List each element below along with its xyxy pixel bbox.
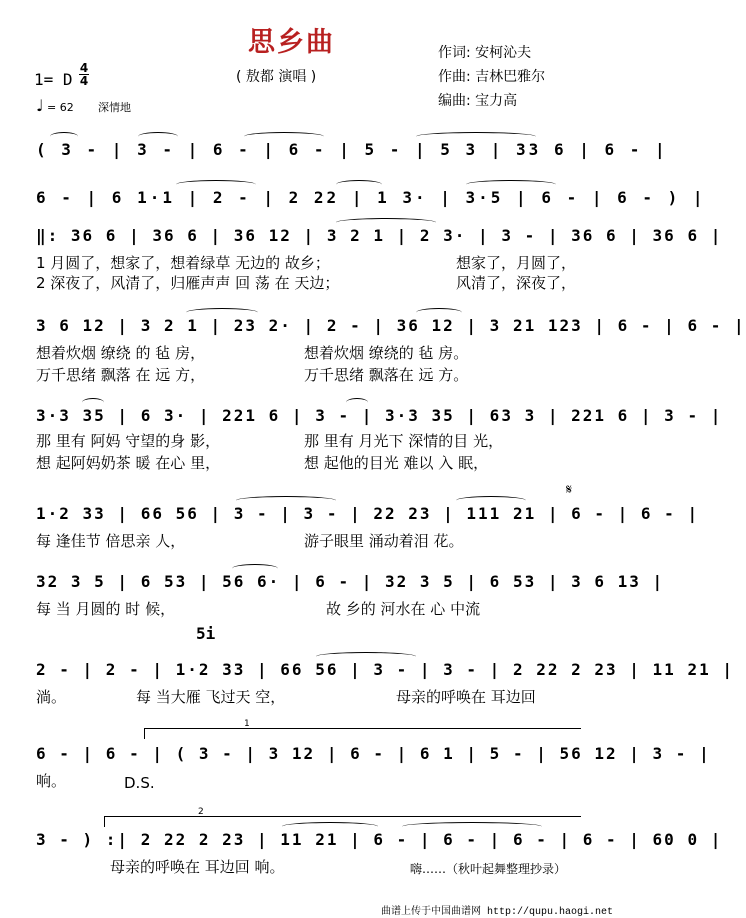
staff-row-9 bbox=[36, 744, 711, 768]
staff-row-5 bbox=[36, 406, 723, 430]
performer-line: ( 敖都 演唱 ) bbox=[236, 69, 317, 85]
segno-icon: 𝄋 bbox=[566, 482, 573, 498]
lyric-row-3a: 1 月圆了，想家了，想着绿草 无边的 故乡； bbox=[36, 254, 330, 272]
volta-1-label: 1 bbox=[244, 719, 250, 729]
quarter-note-icon: ♩ bbox=[36, 96, 44, 115]
time-bottom: 4 bbox=[79, 74, 89, 88]
lyric-row-6b: 游子眼里 涌动着泪 花。 bbox=[304, 532, 464, 550]
lyric-row-8c: 母亲的呼唤在 耳边回 bbox=[396, 688, 536, 706]
lyric-row-7b: 故 乡的 河水在 心 中流 bbox=[326, 600, 481, 618]
lyric-row-5b: 那 里有 月光下 深情的目 光， bbox=[304, 432, 504, 450]
lyric-row-4b: 想着炊烟 缭绕的 毡 房。 bbox=[304, 344, 469, 362]
notes: 3·3 35 | 6 3· | 221 6 | 3 - | 3·3 35 | 63 3 | 221 6 | 3 - | bbox=[36, 406, 723, 425]
ds-marking: D.S. bbox=[124, 774, 155, 792]
notes: 6 - | 6 - | ( 3 - | 3 12 | 6 - | 6 1 | 5 - | 56 12 | 3 - | bbox=[36, 744, 711, 763]
volta-1-bracket bbox=[144, 728, 581, 739]
notes: 3 - ) :| 2 22 2 23 | 11 21 | 6 - | 6 - | 6 - | 6 - | 60 0 | bbox=[36, 830, 723, 849]
notes: ( 3 - | 3 - | 6 - | 6 - | 5 - | 5 3 | 33 6 | 6 - | bbox=[36, 140, 668, 159]
notes: ‖: 36 6 | 36 6 | 36 12 | 3 2 1 | 2 3· | 3 - | 36 6 | 36 6 | bbox=[36, 226, 723, 245]
staff-row-3 bbox=[36, 226, 723, 250]
arranger-credit: 编曲: 宝力高 bbox=[438, 93, 518, 109]
lyric-row-5d: 想 起他的目光 难以 入 眠， bbox=[304, 454, 489, 472]
composer-credit: 作曲: 吉林巴雅尔 bbox=[438, 69, 546, 85]
tempo-marking bbox=[36, 96, 74, 115]
lyric-row-10a: 母亲的呼唤在 耳边回 响。 bbox=[110, 858, 285, 876]
lyric-row-8a: 淌。 bbox=[36, 688, 67, 706]
expression-marking: 深情地 bbox=[98, 101, 131, 114]
time-top: 4 bbox=[79, 61, 89, 75]
lyric-row-8b: 每 当大雁 飞过天 空， bbox=[136, 688, 286, 706]
lyric-row-3c: 2 深夜了，风清了，归雁声声 回 荡 在 天边； bbox=[36, 274, 340, 292]
staff-row-10 bbox=[36, 830, 723, 854]
lyric-row-3b: 想家了，月圆了， bbox=[456, 254, 577, 272]
time-signature bbox=[79, 62, 89, 87]
notes: 32 3 5 | 6 53 | 56 6· | 6 - | 32 3 5 | 6 53 | 3 6 13 | bbox=[36, 572, 665, 591]
lyric-row-3d: 风清了，深夜了， bbox=[456, 274, 577, 292]
staff-row-7 bbox=[36, 572, 665, 596]
notes: 1·2 33 | 66 56 | 3 - | 3 - | 22 23 | 111 21 | 6 - | 6 - | bbox=[36, 504, 700, 523]
key-signature: 1= D bbox=[34, 70, 73, 89]
notes: 6 - | 6 1·1 | 2 - | 2 22 | 1 3· | 3·5 | 6 - | 6 - ) | bbox=[36, 188, 706, 207]
lyric-row-10b: 嗨……（秋叶起舞整理抄录） bbox=[410, 862, 567, 876]
lyric-row-5c: 想 起阿妈奶茶 暖 在心 里， bbox=[36, 454, 221, 472]
staff-row-2 bbox=[36, 188, 706, 212]
lyric-row-9a: 响。 bbox=[36, 772, 67, 790]
lyric-row-4c: 万千思绪 飘落 在 远 方， bbox=[36, 366, 206, 384]
staff-row-8 bbox=[36, 660, 734, 684]
volta-2-label: 2 bbox=[198, 807, 204, 817]
staff-row-4 bbox=[36, 316, 746, 340]
notes: 3 6 12 | 3 2 1 | 23 2· | 2 - | 36 12 | 3 21 123 | 6 - | 6 - | bbox=[36, 316, 746, 335]
ornament-above-row: 5i bbox=[196, 624, 216, 643]
staff-row-6 bbox=[36, 504, 700, 528]
lyric-row-4a: 想着炊烟 缭绕 的 毡 房， bbox=[36, 344, 206, 362]
tempo-value: = 62 bbox=[47, 101, 74, 114]
lyric-row-4d: 万千思绪 飘落在 远 方。 bbox=[304, 366, 469, 384]
song-title: 思乡曲 bbox=[248, 27, 335, 58]
staff-row-1 bbox=[36, 140, 668, 164]
lyric-row-5a: 那 里有 阿妈 守望的身 影， bbox=[36, 432, 221, 450]
lyricist-credit: 作词: 安柯沁夫 bbox=[438, 45, 532, 61]
source-footer: 曲谱上传于中国曲谱网 http://qupu.haogi.net bbox=[380, 907, 613, 918]
notes: 2 - | 2 - | 1·2 33 | 66 56 | 3 - | 3 - | 2 22 2 23 | 11 21 | bbox=[36, 660, 734, 679]
lyric-row-6a: 每 逢佳节 倍思亲 人， bbox=[36, 532, 186, 550]
lyric-row-7a: 每 当 月圆的 时 候， bbox=[36, 600, 176, 618]
